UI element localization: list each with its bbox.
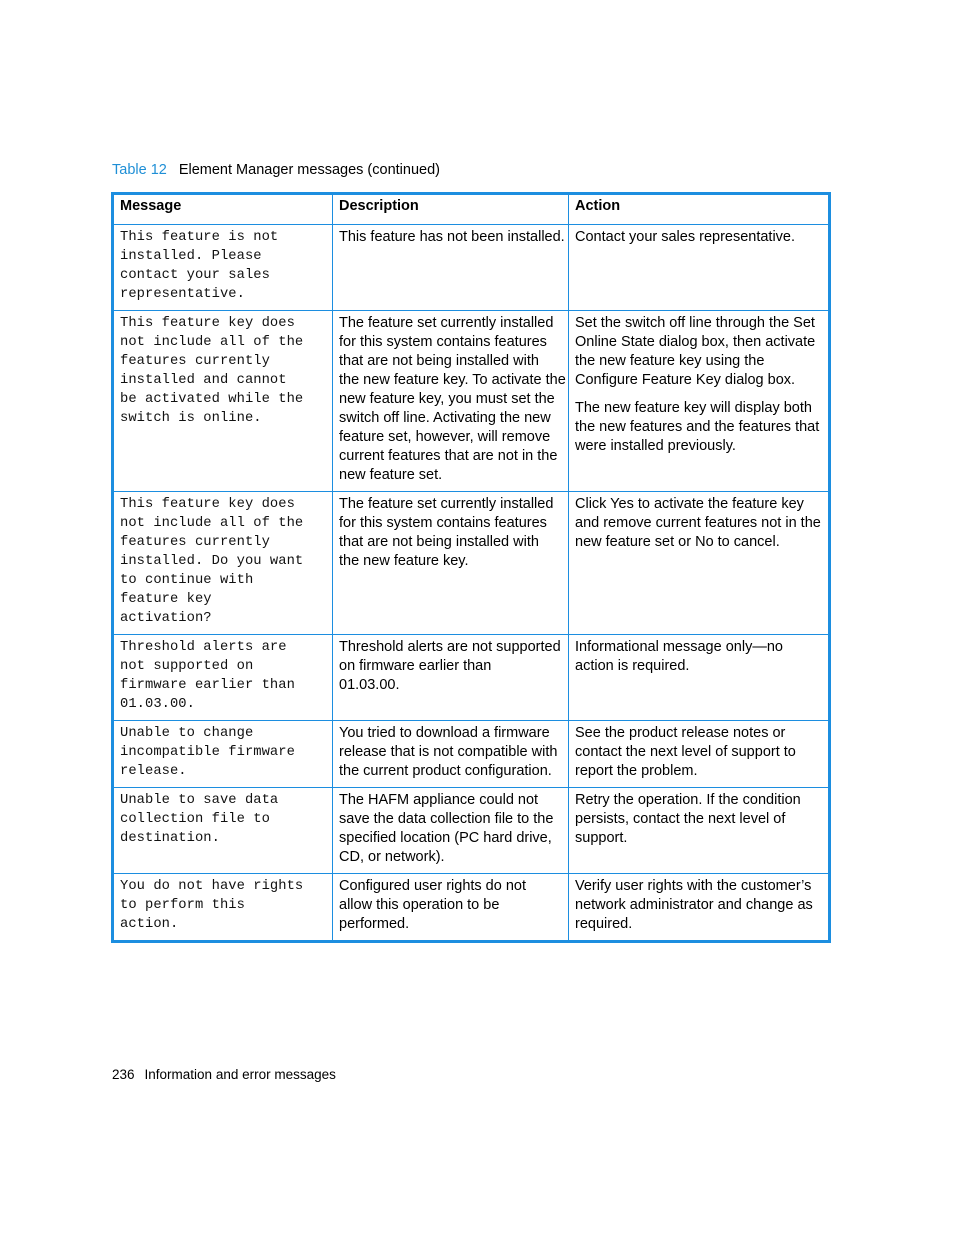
message-line: features currently bbox=[120, 354, 270, 369]
action-line: The new feature key will display both bbox=[575, 400, 812, 416]
action-cell bbox=[569, 492, 830, 635]
description-line: that are not being installed with bbox=[339, 353, 539, 369]
description-cell bbox=[333, 721, 569, 788]
description-line: switch off line. Activating the new bbox=[339, 410, 551, 426]
message-line: installed. Do you want bbox=[120, 554, 304, 569]
message-cell bbox=[113, 311, 333, 492]
description-line: new feature set. bbox=[339, 467, 443, 483]
action-line: Retry the operation. If the condition bbox=[575, 792, 801, 808]
description-line: allow this operation to be bbox=[339, 897, 500, 913]
messages-table bbox=[111, 192, 831, 943]
message-cell bbox=[113, 635, 333, 721]
action-paragraph bbox=[575, 495, 822, 552]
message-line: be activated while the bbox=[120, 392, 304, 407]
table-row bbox=[113, 788, 830, 874]
page-footer bbox=[112, 1067, 336, 1082]
action-paragraph bbox=[575, 791, 822, 848]
action-line: support. bbox=[575, 830, 628, 846]
description-line: that are not being installed with bbox=[339, 534, 539, 550]
description-cell bbox=[333, 225, 569, 311]
message-line: feature key bbox=[120, 592, 212, 607]
message-line: not include all of the bbox=[120, 335, 304, 350]
action-line: the new feature key using the bbox=[575, 353, 765, 369]
table-caption bbox=[112, 162, 440, 178]
description-line: You tried to download a firmware bbox=[339, 725, 550, 741]
action-line: were installed previously. bbox=[575, 438, 736, 454]
message-line: release. bbox=[120, 764, 187, 779]
table-row bbox=[113, 492, 830, 635]
action-line: Informational message only—no bbox=[575, 639, 783, 655]
action-line: the new features and the features that bbox=[575, 419, 820, 435]
action-line: Configure Feature Key dialog box. bbox=[575, 372, 796, 388]
message-cell bbox=[113, 874, 333, 942]
message-cell bbox=[113, 721, 333, 788]
action-paragraph bbox=[575, 399, 822, 456]
table-header-row bbox=[113, 194, 830, 225]
description-line: specified location (PC hard drive, bbox=[339, 830, 552, 846]
action-paragraph bbox=[575, 638, 822, 676]
message-line: action. bbox=[120, 917, 179, 932]
action-line: required. bbox=[575, 916, 633, 932]
message-line: not include all of the bbox=[120, 516, 304, 531]
message-line: incompatible firmware bbox=[120, 745, 295, 760]
table-row bbox=[113, 721, 830, 788]
description-line: CD, or network). bbox=[339, 849, 445, 865]
table-row bbox=[113, 225, 830, 311]
footer-section-title: Information and error messages bbox=[144, 1067, 336, 1082]
message-line: firmware earlier than bbox=[120, 678, 295, 693]
action-cell bbox=[569, 721, 830, 788]
description-line: performed. bbox=[339, 916, 410, 932]
header-description: Description bbox=[333, 194, 569, 225]
message-line: 01.03.00. bbox=[120, 697, 195, 712]
action-line: persists, contact the next level of bbox=[575, 811, 786, 827]
action-line: new feature set or No to cancel. bbox=[575, 534, 780, 550]
action-cell bbox=[569, 225, 830, 311]
message-line: switch is online. bbox=[120, 411, 262, 426]
table-row bbox=[113, 874, 830, 942]
description-cell bbox=[333, 311, 569, 492]
message-line: Threshold alerts are bbox=[120, 640, 287, 655]
action-cell bbox=[569, 311, 830, 492]
message-line: representative. bbox=[120, 287, 245, 302]
message-line: This feature is not bbox=[120, 230, 279, 245]
description-line: save the data collection file to the bbox=[339, 811, 554, 827]
header-message: Message bbox=[113, 194, 333, 225]
description-line: for this system contains features bbox=[339, 334, 547, 350]
action-line: Set the switch off line through the Set bbox=[575, 315, 815, 331]
message-line: This feature key does bbox=[120, 497, 295, 512]
table-body bbox=[113, 225, 830, 942]
action-line: Contact your sales representative. bbox=[575, 229, 796, 245]
message-line: to perform this bbox=[120, 898, 245, 913]
message-line: collection file to bbox=[120, 812, 270, 827]
description-line: new feature key, you must set the bbox=[339, 391, 555, 407]
action-line: Click Yes to activate the feature key bbox=[575, 496, 804, 512]
action-line: action is required. bbox=[575, 658, 690, 674]
table-row bbox=[113, 635, 830, 721]
description-line: current features that are not in the bbox=[339, 448, 558, 464]
description-line: release that is not compatible with bbox=[339, 744, 558, 760]
action-line: and remove current features not in the bbox=[575, 515, 821, 531]
message-line: destination. bbox=[120, 831, 220, 846]
message-line: This feature key does bbox=[120, 316, 295, 331]
description-line: The HAFM appliance could not bbox=[339, 792, 539, 808]
description-line: This feature has not been installed. bbox=[339, 229, 565, 245]
message-cell bbox=[113, 788, 333, 874]
description-line: Threshold alerts are not supported bbox=[339, 639, 561, 655]
action-cell bbox=[569, 788, 830, 874]
description-cell bbox=[333, 874, 569, 942]
action-line: report the problem. bbox=[575, 763, 698, 779]
table-row bbox=[113, 311, 830, 492]
action-line: See the product release notes or bbox=[575, 725, 786, 741]
message-line: installed. Please bbox=[120, 249, 262, 264]
description-line: the new feature key. To activate the bbox=[339, 372, 566, 388]
description-line: Configured user rights do not bbox=[339, 878, 526, 894]
message-cell bbox=[113, 492, 333, 635]
description-line: The feature set currently installed bbox=[339, 496, 554, 512]
action-cell bbox=[569, 874, 830, 942]
message-line: to continue with bbox=[120, 573, 254, 588]
description-line: for this system contains features bbox=[339, 515, 547, 531]
description-line: the new feature key. bbox=[339, 553, 469, 569]
action-paragraph bbox=[575, 228, 822, 247]
action-paragraph bbox=[575, 314, 822, 390]
message-cell bbox=[113, 225, 333, 311]
description-cell bbox=[333, 788, 569, 874]
page-number: 236 bbox=[112, 1067, 135, 1082]
table-title: Element Manager messages (continued) bbox=[178, 162, 440, 178]
action-cell bbox=[569, 635, 830, 721]
message-line: activation? bbox=[120, 611, 212, 626]
message-line: installed and cannot bbox=[120, 373, 287, 388]
message-line: Unable to change bbox=[120, 726, 254, 741]
header-action: Action bbox=[569, 194, 830, 225]
action-paragraph bbox=[575, 724, 822, 781]
description-line: The feature set currently installed bbox=[339, 315, 554, 331]
message-line: not supported on bbox=[120, 659, 254, 674]
description-cell bbox=[333, 492, 569, 635]
description-cell bbox=[333, 635, 569, 721]
message-line: You do not have rights bbox=[120, 879, 304, 894]
description-line: 01.03.00. bbox=[339, 677, 400, 693]
action-line: network administrator and change as bbox=[575, 897, 813, 913]
action-line: Online State dialog box, then activate bbox=[575, 334, 816, 350]
message-line: contact your sales bbox=[120, 268, 270, 283]
table-number: Table 12 bbox=[112, 162, 167, 178]
message-line: features currently bbox=[120, 535, 270, 550]
message-line: Unable to save data bbox=[120, 793, 279, 808]
action-paragraph bbox=[575, 877, 822, 934]
description-line: feature set, however, will remove bbox=[339, 429, 551, 445]
action-line: contact the next level of support to bbox=[575, 744, 796, 760]
action-line: Verify user rights with the customer’s bbox=[575, 878, 812, 894]
description-line: on firmware earlier than bbox=[339, 658, 492, 674]
description-line: the current product configuration. bbox=[339, 763, 552, 779]
